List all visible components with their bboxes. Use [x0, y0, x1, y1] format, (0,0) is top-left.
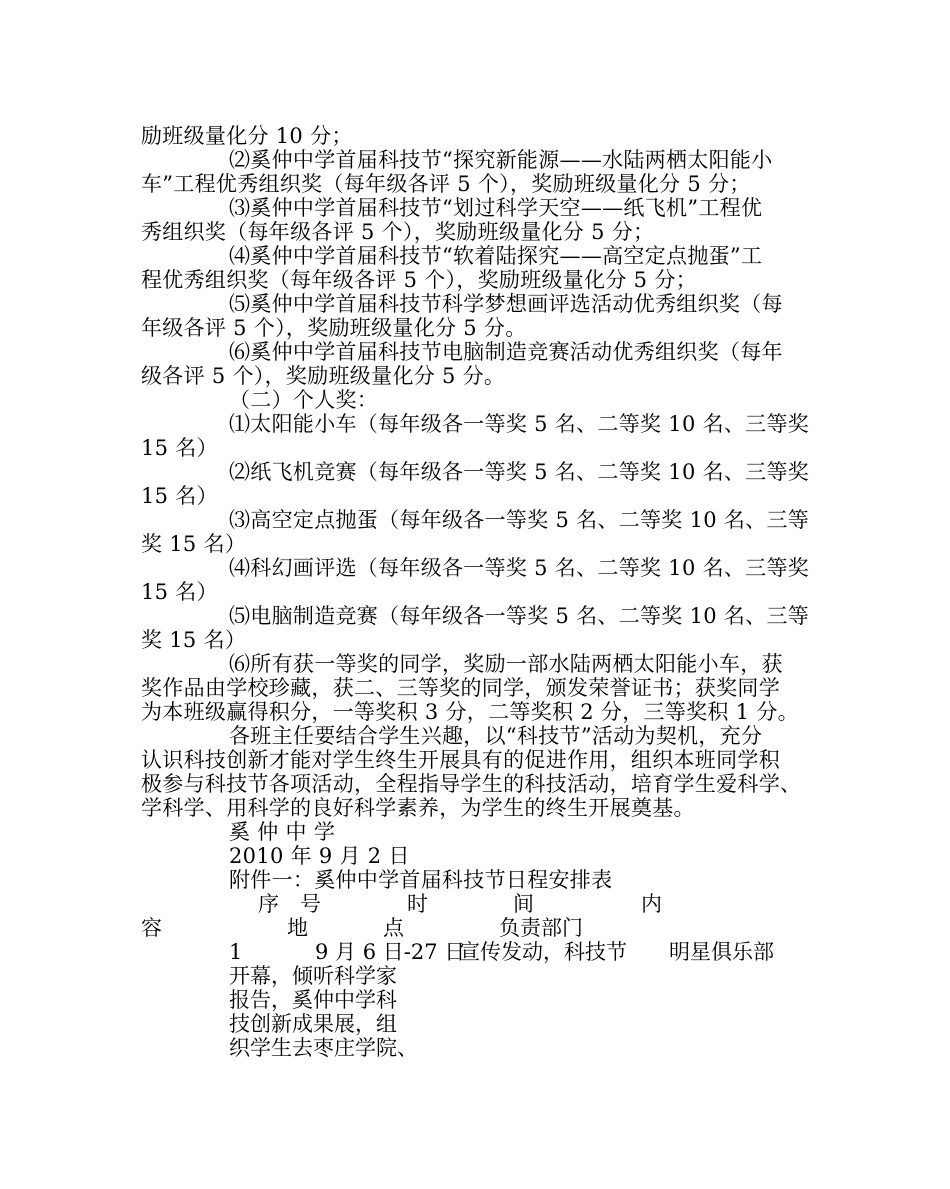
paragraph-line: 奖 15 名） — [141, 628, 247, 652]
paragraph-line: 励班级量化分 10 分； — [141, 124, 353, 148]
paragraph-line: 学科学、用科学的良好科学素养，为学生的终生开展奠基。 — [141, 796, 695, 820]
table-cell-content: 织学生去枣庄学院、 — [229, 1036, 418, 1060]
paragraph-line: 15 名） — [141, 484, 218, 508]
table-header-place: 地 — [287, 916, 308, 940]
table-cell-dept: 明星俱乐部 — [669, 940, 774, 964]
paragraph-line: 级各评 5 个），奖励班级量化分 5 分。 — [141, 364, 506, 388]
paragraph-line: 车”工程优秀组织奖（每年级各评 5 个），奖励班级量化分 5 分； — [141, 172, 751, 196]
signature-date: 2010 年 9 月 2 日 — [229, 844, 410, 868]
paragraph-line: ⑶高空定点抛蛋（每年级各一等奖 5 名、二等奖 10 名、三等 — [229, 508, 810, 532]
table-header-dept: 负责部门 — [499, 916, 583, 940]
paragraph-line: ⑹所有获一等奖的同学，奖励一部水陆两栖太阳能小车，获 — [229, 652, 783, 676]
table-header-content-2: 容 — [141, 916, 162, 940]
paragraph-line: ⑹奚仲中学首届科技节电脑制造竞赛活动优秀组织奖（每年 — [229, 340, 783, 364]
paragraph-line: ⑵纸飞机竞赛（每年级各一等奖 5 名、二等奖 10 名、三等奖 — [229, 460, 810, 484]
table-cell-content: 宣传发动，科技节 — [459, 940, 627, 964]
paragraph-line: ⑸奚仲中学首届科技节科学梦想画评选活动优秀组织奖（每 — [229, 292, 783, 316]
signature-school: 奚 仲 中 学 — [229, 820, 336, 844]
paragraph-line: 15 名） — [141, 436, 218, 460]
table-cell-content: 报告，奚仲中学科 — [229, 988, 397, 1012]
paragraph-line: ⑵奚仲中学首届科技节“探究新能源——水陆两栖太阳能小 — [229, 148, 773, 172]
paragraph-line: ⑶奚仲中学首届科技节“划过科学天空——纸飞机”工程优 — [229, 196, 763, 220]
paragraph-line: ⑸电脑制造竞赛（每年级各一等奖 5 名、二等奖 10 名、三等 — [229, 604, 810, 628]
paragraph-line: ⑷科幻画评选（每年级各一等奖 5 名、二等奖 10 名、三等奖 — [229, 556, 810, 580]
paragraph-line: 为本班级赢得积分，一等奖积 3 分，二等奖积 2 分，三等奖积 1 分。 — [141, 700, 799, 724]
paragraph-line: 奖 15 名） — [141, 532, 247, 556]
paragraph-line: 各班主任要结合学生兴趣，以“科技节”活动为契机，充分 — [229, 724, 763, 748]
table-cell-content: 开幕，倾听科学家 — [229, 964, 397, 988]
section-heading: （二）个人奖： — [229, 388, 379, 412]
paragraph-line: ⑴太阳能小车（每年级各一等奖 5 名、二等奖 10 名、三等奖 — [229, 412, 810, 436]
table-header-seq: 序 号 — [258, 892, 321, 916]
table-cell-date: 9 月 6 日-27 日 — [315, 940, 466, 964]
table-header-time-2: 间 — [513, 892, 534, 916]
table-header-place-2: 点 — [383, 916, 404, 940]
paragraph-line: 奖作品由学校珍藏，获二、三等奖的同学，颁发荣誉证书；获奖同学 — [141, 676, 780, 700]
paragraph-line: 秀组织奖（每年级各评 5 个），奖励班级量化分 5 分； — [141, 220, 655, 244]
table-header-time: 时 — [407, 892, 428, 916]
paragraph-line: 程优秀组织奖（每年级各评 5 个），奖励班级量化分 5 分； — [141, 268, 697, 292]
table-cell-num: 1 — [229, 940, 243, 964]
attachment-title: 附件一：奚仲中学首届科技节日程安排表 — [229, 868, 613, 892]
paragraph-line: ⑷奚仲中学首届科技节“软着陆探究——高空定点抛蛋”工 — [229, 244, 763, 268]
table-cell-content: 技创新成果展，组 — [229, 1012, 397, 1036]
paragraph-line: 认识科技创新才能对学生终生开展具有的促进作用，组织本班同学积 — [141, 748, 780, 772]
paragraph-line: 年级各评 5 个），奖励班级量化分 5 分。 — [141, 316, 527, 340]
table-header-content: 内 — [641, 892, 662, 916]
paragraph-line: 15 名） — [141, 580, 218, 604]
paragraph-line: 极参与科技节各项活动，全程指导学生的科技活动，培育学生爱科学、 — [141, 772, 802, 796]
